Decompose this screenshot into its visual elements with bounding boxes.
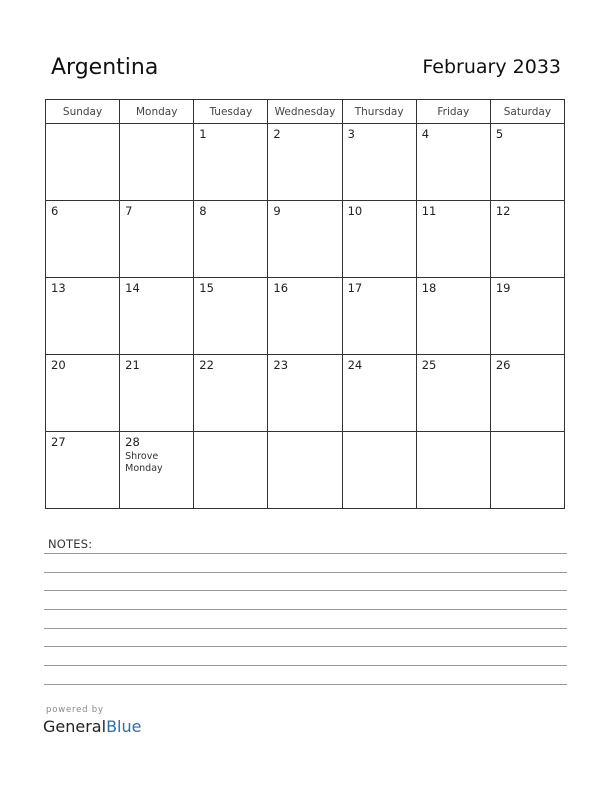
day-number: 3	[347, 127, 355, 141]
day-cell	[268, 201, 342, 278]
day-cell	[342, 355, 416, 432]
day-number: 19	[495, 281, 511, 295]
day-number: 26	[495, 358, 511, 372]
day-number: 13	[51, 281, 66, 295]
day-number: 5	[495, 127, 504, 141]
weekday-monday: Monday	[120, 100, 194, 124]
empty-day-cell	[268, 432, 342, 509]
day-cell	[490, 201, 564, 278]
calendar-week-row	[46, 355, 565, 432]
note-line	[44, 665, 567, 666]
calendar-week-row	[46, 124, 565, 201]
note-line	[44, 628, 567, 629]
day-cell	[120, 432, 194, 509]
day-number: 7	[125, 204, 133, 218]
day-number: 6	[51, 204, 59, 218]
day-cell	[416, 278, 490, 355]
day-cell	[194, 278, 268, 355]
day-number: 27	[51, 435, 66, 449]
country-title: Argentina	[51, 55, 159, 80]
day-number: 2	[273, 127, 281, 141]
weekday-wednesday: Wednesday	[268, 100, 342, 124]
day-cell	[46, 201, 120, 278]
day-cell	[194, 124, 268, 201]
weekday-friday: Friday	[416, 100, 490, 124]
day-cell	[46, 278, 120, 355]
notes-label: NOTES:	[48, 537, 93, 551]
day-number: 9	[273, 204, 281, 218]
day-cell	[46, 432, 120, 509]
empty-day-cell	[490, 432, 564, 509]
day-number: 8	[199, 204, 207, 218]
day-cell	[268, 124, 342, 201]
holiday-label: Shrove Monday	[125, 451, 163, 474]
empty-day-cell	[194, 432, 268, 509]
calendar-week-row	[46, 278, 565, 355]
day-number: 20	[51, 358, 66, 372]
empty-day-cell	[120, 124, 194, 201]
note-line	[44, 590, 567, 591]
day-cell	[120, 278, 194, 355]
calendar-week-row	[46, 432, 565, 509]
day-number: 16	[273, 281, 289, 295]
day-cell	[416, 201, 490, 278]
note-line	[44, 609, 567, 610]
day-number: 4	[421, 127, 430, 141]
day-cell	[342, 201, 416, 278]
empty-day-cell	[416, 432, 490, 509]
day-cell	[120, 201, 194, 278]
day-number: 25	[421, 358, 437, 372]
day-cell	[194, 201, 268, 278]
day-number: 11	[421, 204, 437, 218]
day-cell	[490, 278, 564, 355]
day-cell	[490, 355, 564, 432]
day-number: 21	[125, 358, 140, 372]
day-number: 28	[125, 435, 140, 449]
day-number: 22	[199, 358, 214, 372]
weekday-tuesday: Tuesday	[194, 100, 268, 124]
note-line	[44, 553, 567, 554]
empty-day-cell	[342, 432, 416, 509]
empty-day-cell	[46, 124, 120, 201]
day-number: 15	[199, 281, 214, 295]
day-cell	[342, 278, 416, 355]
day-number: 12	[495, 204, 511, 218]
calendar-week-row	[46, 201, 565, 278]
note-line	[44, 684, 567, 685]
day-cell	[416, 124, 490, 201]
day-cell	[194, 355, 268, 432]
day-cell	[46, 355, 120, 432]
day-number: 23	[273, 358, 289, 372]
powered-by-text: powered by	[46, 705, 104, 715]
note-line	[44, 646, 567, 647]
weekday-thursday: Thursday	[342, 100, 416, 124]
weekday-sunday: Sunday	[46, 100, 120, 124]
day-number: 24	[347, 358, 363, 372]
day-cell	[416, 355, 490, 432]
calendar-grid	[45, 99, 565, 509]
weekday-header-row	[46, 100, 565, 124]
generalblue-logo	[43, 717, 141, 736]
day-number: 1	[199, 127, 207, 141]
day-cell	[268, 355, 342, 432]
day-cell	[120, 355, 194, 432]
brand-general: General	[43, 717, 107, 736]
day-cell	[490, 124, 564, 201]
brand-blue: Blue	[106, 717, 142, 736]
day-cell	[268, 278, 342, 355]
weekday-saturday: Saturday	[490, 100, 564, 124]
month-year-title: February 2033	[422, 56, 561, 78]
day-cell	[342, 124, 416, 201]
day-number: 17	[347, 281, 363, 295]
day-number: 14	[125, 281, 140, 295]
note-line	[44, 572, 567, 573]
day-number: 18	[421, 281, 437, 295]
day-number: 10	[347, 204, 363, 218]
